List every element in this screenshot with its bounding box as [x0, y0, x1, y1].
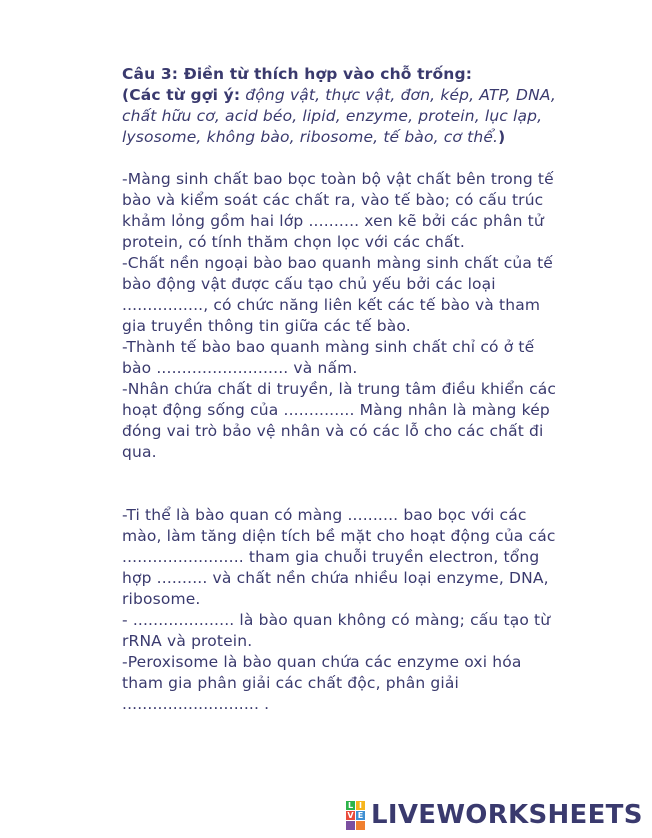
- paragraph-ribosome: - .................... là bào quan không có màng; cấu tạo từ rRNA và protein.: [122, 611, 551, 650]
- logo-cell: V: [347, 810, 354, 820]
- brand-name: LIVEWORKSHEETS: [371, 800, 643, 830]
- paragraph-extracellular-matrix: -Chất nền ngoại bào bao quanh màng sinh chất của tế bào động vật được cấu tạo chủ yếu bởi các loại ................, có chức năng liên kết các tế bào và tham gia truyền thông tin giữa các tế bào.: [122, 254, 553, 335]
- logo-cell: I: [356, 801, 365, 810]
- paragraph-cell-wall: -Thành tế bào bao quanh màng sinh chất chỉ có ở tế bào .......................... và nấm.: [122, 338, 535, 377]
- logo-icon: [346, 801, 365, 830]
- hint-line: [122, 85, 562, 148]
- worksheet-content: [122, 64, 562, 715]
- logo-cell: [346, 821, 355, 830]
- liveworksheets-logo: [346, 800, 643, 830]
- paragraph-peroxisome: -Peroxisome là bào quan chứa các enzyme oxi hóa tham gia phân giải các chất độc, phân giải ........................... .: [122, 653, 522, 713]
- hint-close: ): [498, 128, 506, 146]
- paragraph-cell-membrane: -Màng sinh chất bao bọc toàn bộ vật chất bên trong tế bào và kiểm soát các chất ra, vào tế bào; có cấu trúc khảm lỏng gồm hai lớp .......... xen kẽ bởi các phân tử protein, có tính thăm chọn lọc với các chất.: [122, 170, 554, 251]
- paragraph-nucleus: -Nhân chứa chất di truyền, là trung tâm điều khiển các hoạt động sống của .............. Màng nhân là màng kép đóng vai trò bảo vệ nhân và có các lỗ cho các chất đi qua.: [122, 380, 557, 461]
- logo-cell: E: [357, 810, 364, 820]
- logo-cell: L: [347, 800, 354, 810]
- hint-label: (Các từ gợi ý:: [122, 86, 241, 104]
- hint-words: động vật, thực vật, đơn, kép, ATP, DNA, chất hữu cơ, acid béo, lipid, enzyme, protein, lục lạp, lysosome, không bào, ribosome, tế bào, cơ thể.: [122, 86, 556, 146]
- question-title: Câu 3: Điền từ thích hợp vào chỗ trống:: [122, 65, 473, 83]
- paragraph-mitochondria: -Ti thể là bào quan có màng .......... bao bọc với các mào, làm tăng diện tích bề mặt cho hoạt động của các ........................ tham gia chuỗi truyền electron, tổng hợp .......... và chất nền chứa nhiều loại enzyme, DNA, ribosome.: [122, 506, 556, 608]
- logo-cell: [356, 821, 365, 830]
